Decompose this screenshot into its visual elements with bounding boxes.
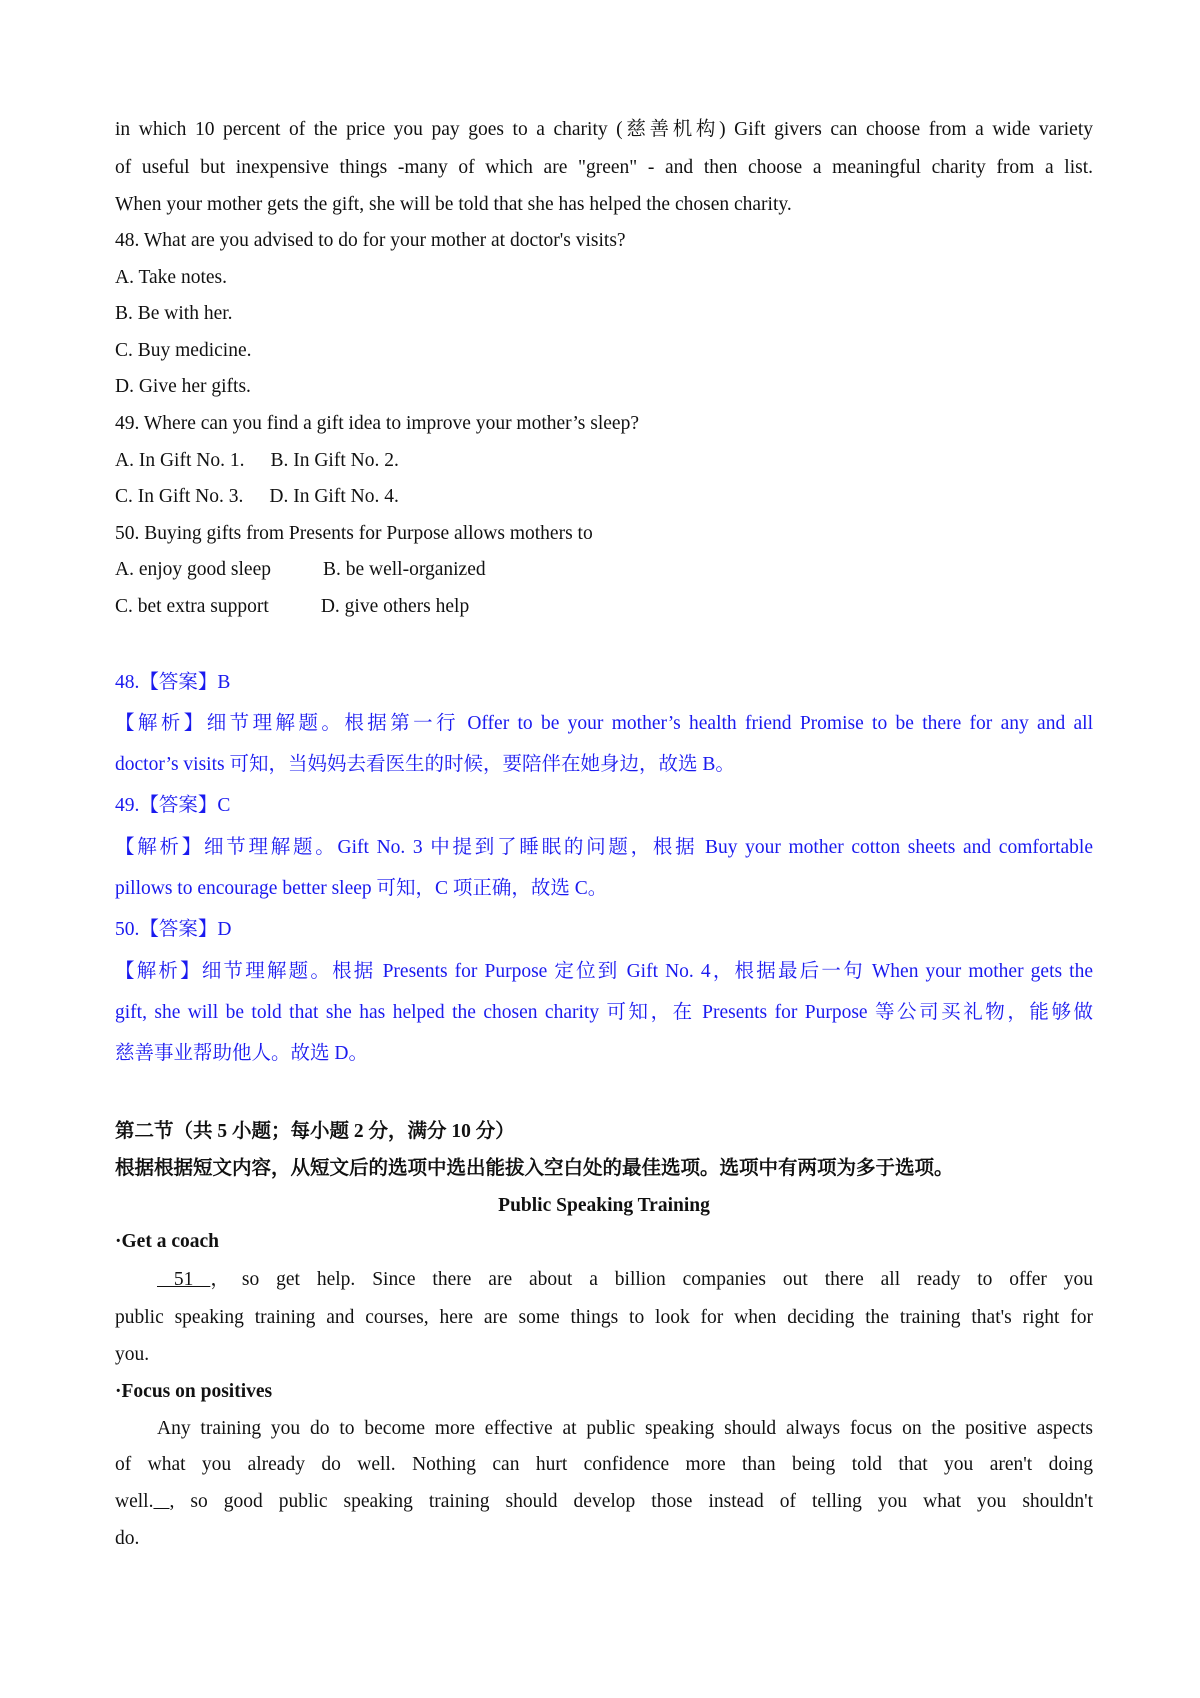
q49-option-a: A. In Gift No. 1.	[115, 450, 245, 471]
passage-line-2: of useful but inexpensive things -many of which are "green" - and then choose a meaningful charity from a list.	[115, 157, 1093, 178]
q48-option-d: D. Give her gifts.	[115, 376, 251, 397]
paragraph-2-line-3: well. , so good public speaking training should develop those instead of telling you what you shouldn't	[115, 1491, 1094, 1512]
paragraph-1-line-1: 51 ，so get help. Since there are about a billion companies out there all ready to offer you	[157, 1269, 1094, 1290]
q48-option-c: C. Buy medicine.	[115, 340, 252, 361]
question-50: 50. Buying gifts from Presents for Purpose allows mothers to	[115, 523, 593, 544]
q49-option-d: D. In Gift No. 4.	[269, 486, 399, 507]
paragraph-2-line-2: of what you already do well. Nothing can hurt confidence more than being told that you aren't doing	[115, 1454, 1093, 1475]
analysis-48-line-2: doctor’s visits 可知，当妈妈去看医生的时候，要陪伴在她身边，故选 B。	[115, 754, 735, 775]
blank-52	[153, 1491, 169, 1512]
q49-option-c: C. In Gift No. 3.	[115, 486, 244, 507]
passage-line-3: When your mother gets the gift, she will be told that she has helped the chosen charity.	[115, 194, 792, 215]
article-title: Public Speaking Training	[498, 1195, 710, 1216]
question-49: 49. Where can you find a gift idea to improve your mother’s sleep?	[115, 413, 639, 434]
q49-options-row-2	[115, 482, 1093, 512]
subheading-focus-on-positives: ·Focus on positives	[115, 1381, 273, 1402]
analysis-50-line-3: 慈善事业帮助他人。故选 D。	[115, 1043, 368, 1064]
q49-options-row-1	[115, 446, 1093, 476]
analysis-50-line-1: 【解析】细节理解题。根据 Presents for Purpose 定位到 Gift No. 4，根据最后一句 When your mother gets the	[115, 961, 1093, 982]
q50-option-c: C. bet extra support	[115, 596, 269, 617]
q50-options-row-2	[115, 592, 1093, 622]
paragraph-2-line-4: do.	[115, 1528, 140, 1549]
question-48: 48. What are you advised to do for your mother at doctor's visits?	[115, 230, 626, 251]
passage-line-1: in which 10 percent of the price you pay goes to a charity (慈善机构) Gift givers can choose from a wide variety	[115, 119, 1093, 140]
q50-option-b: B. be well-organized	[322, 559, 486, 580]
q50-options-row-1	[115, 555, 1093, 585]
answer-50: 50.【答案】D	[115, 919, 232, 940]
q49-option-b: B. In Gift No. 2.	[270, 450, 399, 471]
section-heading: 第二节（共 5 小题；每小题 2 分，满分 10 分）	[115, 1121, 515, 1142]
subheading-get-a-coach: ·Get a coach	[115, 1231, 219, 1252]
answer-48: 48.【答案】B	[115, 672, 231, 693]
paragraph-1-line-3: you.	[115, 1344, 150, 1365]
analysis-49-line-1: 【解析】细节理解题。Gift No. 3 中提到了睡眠的问题，根据 Buy your mother cotton sheets and comfortable	[115, 837, 1093, 858]
paragraph-2-line-1: Any training you do to become more effective at public speaking should always focus on the positive aspects	[157, 1418, 1093, 1439]
q50-option-d: D. give others help	[320, 596, 470, 617]
q50-option-a: A. enjoy good sleep	[115, 559, 271, 580]
analysis-48-line-1: 【解析】细节理解题。根据第一行 Offer to be your mother’s health friend Promise to be there for any and all	[115, 713, 1093, 734]
blank-51: 51	[157, 1269, 211, 1290]
section-instruction: 根据根据短文内容，从短文后的选项中选出能拔入空白处的最佳选项。选项中有两项为多于选项。	[115, 1158, 954, 1179]
q48-option-a: A. Take notes.	[115, 267, 228, 288]
q48-option-b: B. Be with her.	[115, 303, 233, 324]
analysis-50-line-2: gift, she will be told that she has helped the chosen charity 可知，在 Presents for Purpose 等公司买礼物，能够做	[115, 1002, 1093, 1023]
analysis-49-line-2: pillows to encourage better sleep 可知，C 项正确，故选 C。	[115, 878, 608, 899]
answer-49: 49.【答案】C	[115, 795, 231, 816]
paragraph-1-line-2: public speaking training and courses, here are some things to look for when deciding the training that's right for	[115, 1307, 1093, 1328]
